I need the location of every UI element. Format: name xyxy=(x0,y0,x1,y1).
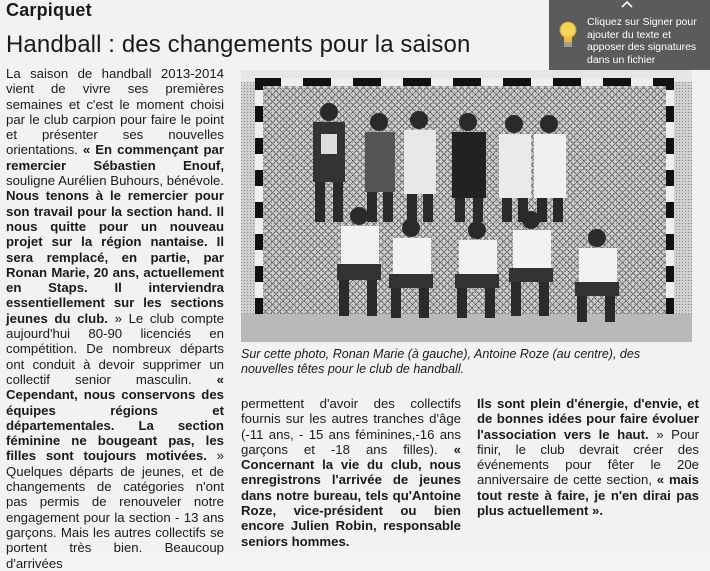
chevron-up-icon[interactable] xyxy=(621,0,633,11)
bold-text-run: Ils sont plein d'énergie, d'envie, et de bonnes idées pour faire évoluer l'association vers le haut. xyxy=(477,396,699,442)
bold-text-run: « Cependant, nous conservons des équipes régions et départementales. La section féminine ne bougeant pas, les filles sont toujours motivées. xyxy=(6,371,224,464)
bold-text-run: « Concernant la vie du club, nous enregistrons l'arrivée de jeunes dans notre bureau, tels qu'Antoine Roze, vice-président ou bien encore Julien Robin, responsable seniors hommes. xyxy=(241,441,461,549)
bold-text-run: « mais tout reste à faire, je n'en dirai pas plus actuellement ». xyxy=(477,472,700,519)
bold-text-run: Nous tenons à le remercier pour son travail pour la section hand. Il nous quitte pour un nouveau projet sur la région nantaise. Il sera remplacé, en partie, par Ronan Marie, 20 ans, actuellement en Staps. Il interviendra essentiellement sur les sections jeunes du club. xyxy=(6,188,224,326)
column-2-text xyxy=(241,396,461,549)
text-run: » Le club compte aujourd'hui 80-90 licenciés en compétition. De nombreux départs ont conduit à devoir supprimer un collectif senior masculin. xyxy=(6,310,224,387)
text-run: » Pour finir, le club devrait créer des événements pour fêter le 20e anniversaire de cette section, xyxy=(477,426,699,488)
text-run: souligne Aurélien Buhours, bénévole. xyxy=(6,173,224,189)
text-run: permettent d'avoir des collectifs fournis sur les autres tranches d'âge (-11 ans, - 15 ans féminines,-16 ans garçons et -18 ans filles). xyxy=(241,396,461,457)
column-3-text xyxy=(477,396,699,518)
text-run: La saison de handball 2013-2014 vient de vivre ses premières semaines et c'est le moment choisi par le club carpion pour faire le point et présenter ses nouvelles orientations. xyxy=(6,66,224,158)
article-headline: Handball : des changements pour la saison xyxy=(6,31,471,58)
section-title: Carpiquet xyxy=(6,0,92,20)
article-column-3 xyxy=(477,396,699,518)
sign-notification[interactable] xyxy=(549,0,710,70)
article-column-2 xyxy=(241,396,461,549)
notification-text: Cliquez sur Signer pour ajouter du texte et apposer des signatures dans un fichier xyxy=(587,16,697,66)
team-photo xyxy=(241,70,692,342)
lightbulb-icon xyxy=(557,20,579,50)
article-column-1 xyxy=(6,66,224,571)
bold-text-run: « En commençant par remercier Sébastien Enouf, xyxy=(6,142,224,173)
text-run: » Quelques départs de jeunes, et de changements de catégories n'ont pas permis de renouveler notre engagement pour la section - 13 ans garçons. Mais les autres collectifs se portent très bien. Beaucoup d'arrivées xyxy=(6,448,225,571)
photo-caption: Sur cette photo, Ronan Marie (à gauche), Antoine Roze (au centre), des nouvelles têtes pour le club de handball. xyxy=(241,347,641,376)
column-1-text xyxy=(6,66,224,571)
